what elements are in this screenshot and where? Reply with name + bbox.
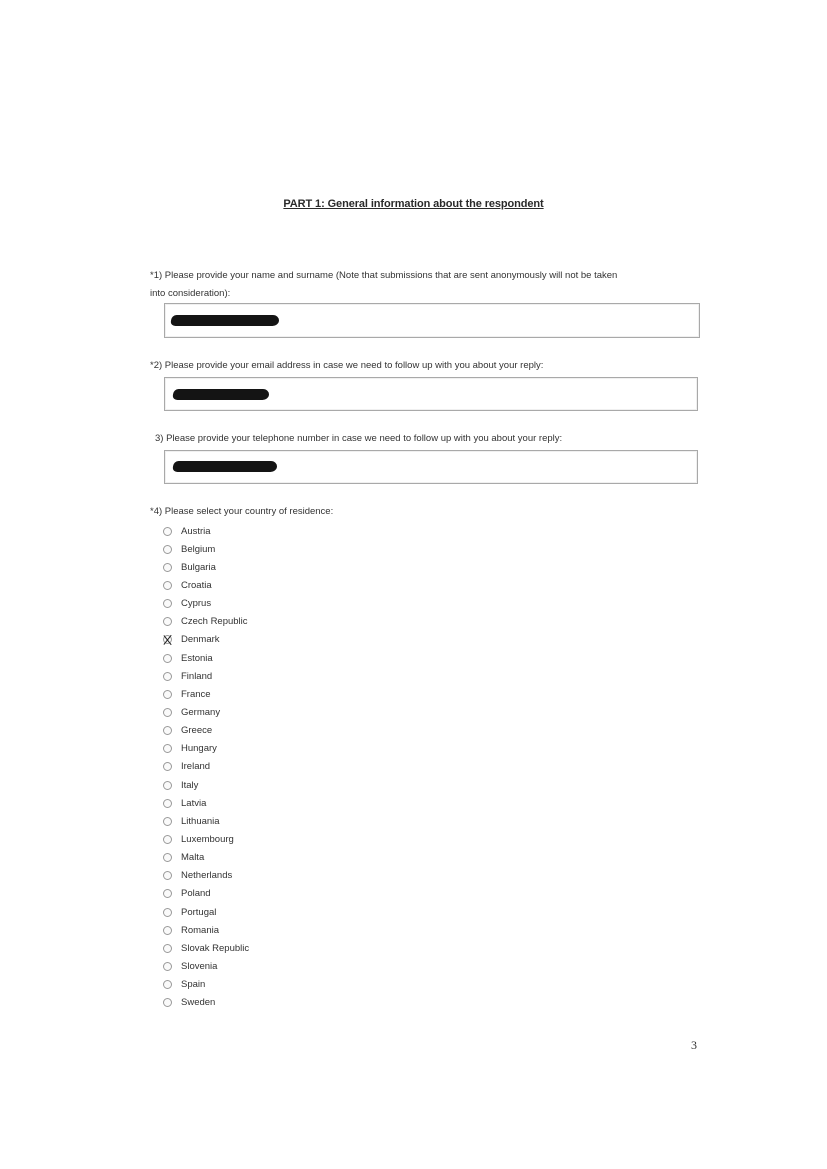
country-option-label: Slovenia: [181, 960, 218, 972]
country-option-label: Italy: [181, 779, 199, 791]
country-option-label: Latvia: [181, 797, 207, 809]
radio-unchecked-icon[interactable]: [163, 817, 172, 826]
radio-unchecked-icon[interactable]: [163, 980, 172, 989]
radio-unchecked-icon[interactable]: [163, 617, 172, 626]
country-option-label: Cyprus: [181, 598, 212, 610]
country-option[interactable]: [163, 758, 249, 776]
question-3-label: 3) Please provide your telephone number in case we need to follow up with you about your reply:: [155, 433, 563, 444]
country-option-label: Romania: [181, 924, 220, 936]
country-option[interactable]: [163, 921, 249, 939]
country-option-label: Bulgaria: [181, 561, 216, 573]
country-option-label: Poland: [181, 888, 211, 900]
question-1-line-2: into consideration):: [150, 288, 231, 299]
country-option-label: Estonia: [181, 652, 213, 664]
email-field[interactable]: [164, 377, 698, 411]
name-field[interactable]: [164, 303, 700, 338]
country-option[interactable]: [163, 957, 249, 975]
question-1-label: [150, 269, 617, 301]
question-4-label: *4) Please select your country of residence:: [150, 506, 334, 517]
radio-unchecked-icon[interactable]: [163, 781, 172, 790]
country-option[interactable]: [163, 540, 249, 558]
radio-unchecked-icon[interactable]: [163, 908, 172, 917]
country-option-label: Ireland: [181, 761, 211, 773]
redaction-mark: [172, 461, 277, 472]
radio-unchecked-icon[interactable]: [163, 545, 172, 554]
radio-unchecked-icon[interactable]: [163, 581, 172, 590]
radio-unchecked-icon[interactable]: [163, 944, 172, 953]
radio-unchecked-icon[interactable]: [163, 527, 172, 536]
radio-unchecked-icon[interactable]: [163, 853, 172, 862]
country-option-label: Belgium: [181, 543, 216, 555]
radio-checked-icon[interactable]: [163, 635, 172, 644]
country-option[interactable]: [163, 994, 249, 1012]
radio-unchecked-icon[interactable]: [163, 708, 172, 717]
country-option-label: Germany: [181, 706, 221, 718]
radio-unchecked-icon[interactable]: [163, 563, 172, 572]
country-option[interactable]: [163, 776, 249, 794]
country-option[interactable]: [163, 885, 249, 903]
country-option[interactable]: [163, 794, 249, 812]
country-option[interactable]: [163, 722, 249, 740]
country-option-label: Finland: [181, 670, 213, 682]
country-option[interactable]: [163, 522, 249, 540]
redaction-mark: [172, 389, 269, 400]
country-option-label: Croatia: [181, 579, 212, 591]
country-option-label: Denmark: [181, 634, 220, 646]
country-option[interactable]: [163, 631, 249, 649]
country-option[interactable]: [163, 703, 249, 721]
redaction-mark: [170, 315, 279, 326]
country-option[interactable]: [163, 903, 249, 921]
country-option[interactable]: [163, 613, 249, 631]
country-option-label: Hungary: [181, 743, 217, 755]
country-radio-group: [163, 522, 249, 1012]
radio-unchecked-icon[interactable]: [163, 799, 172, 808]
radio-unchecked-icon[interactable]: [163, 654, 172, 663]
country-option[interactable]: [163, 576, 249, 594]
radio-unchecked-icon[interactable]: [163, 962, 172, 971]
radio-unchecked-icon[interactable]: [163, 926, 172, 935]
question-1-line-1: *1) Please provide your name and surname (Note that submissions that are sent anonymously will not be taken: [150, 270, 618, 281]
country-option[interactable]: [163, 649, 249, 667]
page-title: PART 1: General information about the respondent: [283, 198, 544, 210]
country-option-label: Portugal: [181, 906, 217, 918]
country-option-label: Spain: [181, 979, 206, 991]
country-option[interactable]: [163, 830, 249, 848]
country-option[interactable]: [163, 740, 249, 758]
radio-unchecked-icon[interactable]: [163, 889, 172, 898]
radio-unchecked-icon[interactable]: [163, 726, 172, 735]
radio-unchecked-icon[interactable]: [163, 998, 172, 1007]
country-option[interactable]: [163, 667, 249, 685]
radio-unchecked-icon[interactable]: [163, 744, 172, 753]
country-option[interactable]: [163, 812, 249, 830]
country-option-label: Sweden: [181, 997, 216, 1009]
country-option[interactable]: [163, 867, 249, 885]
radio-unchecked-icon[interactable]: [163, 871, 172, 880]
country-option-label: Lithuania: [181, 815, 220, 827]
country-option-label: Luxembourg: [181, 833, 234, 845]
country-option-label: Malta: [181, 852, 205, 864]
country-option-label: Greece: [181, 725, 213, 737]
radio-unchecked-icon[interactable]: [163, 672, 172, 681]
country-option[interactable]: [163, 558, 249, 576]
radio-unchecked-icon[interactable]: [163, 599, 172, 608]
country-option-label: Czech Republic: [181, 616, 248, 628]
country-option[interactable]: [163, 976, 249, 994]
country-option[interactable]: [163, 595, 249, 613]
country-option[interactable]: [163, 685, 249, 703]
country-option[interactable]: [163, 939, 249, 957]
country-option-label: Netherlands: [181, 870, 233, 882]
country-option-label: Slovak Republic: [181, 942, 250, 954]
question-2-label: *2) Please provide your email address in case we need to follow up with you about your reply:: [150, 360, 544, 371]
radio-unchecked-icon[interactable]: [163, 762, 172, 771]
telephone-field[interactable]: [164, 450, 698, 484]
country-option-label: Austria: [181, 525, 211, 537]
radio-unchecked-icon[interactable]: [163, 690, 172, 699]
country-option-label: France: [181, 688, 211, 700]
page-number: 3: [691, 1038, 697, 1052]
radio-unchecked-icon[interactable]: [163, 835, 172, 844]
country-option[interactable]: [163, 849, 249, 867]
